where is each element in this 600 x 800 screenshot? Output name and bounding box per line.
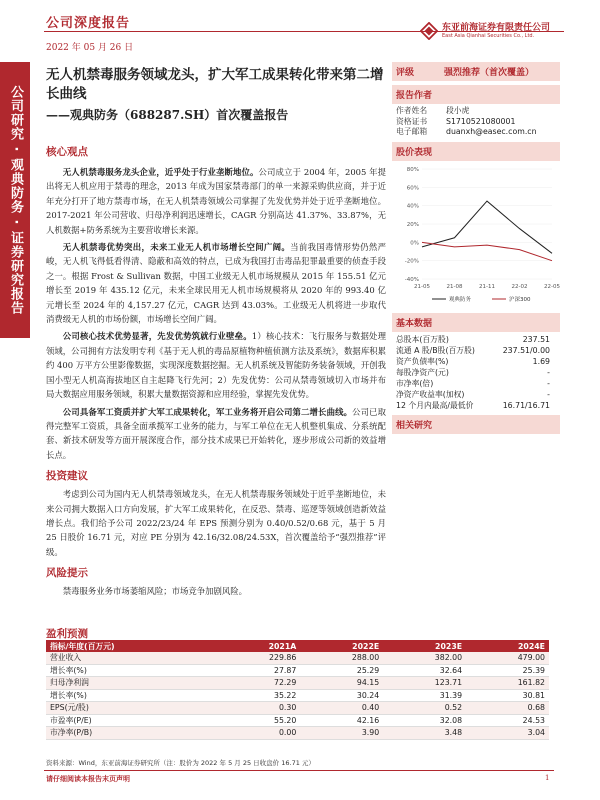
analyst-key: 电子邮箱 [396,127,428,137]
forecast-cell: 0.68 [466,702,549,715]
forecast-cell: 24.53 [466,714,549,727]
forecast-row [46,727,549,740]
basic-data-list [392,332,560,413]
info-panel [392,62,560,434]
footer-divider [44,770,554,771]
core-para-1-lead: 无人机禁毒服务龙头企业，近乎处于行业垄断地位。 [62,167,259,177]
basic-key: 市净率(倍) [396,378,434,388]
basic-val: - [547,389,550,399]
y-tick-label: 40% [406,203,419,210]
forecast-cell: 32.08 [383,714,466,727]
forecast-cell: 25.39 [466,664,549,677]
forecast-cell: 94.15 [300,677,383,690]
forecast-row [46,652,549,664]
report-date: 2022 年 05 月 26 日 [46,43,134,53]
forecast-cell: 35.22 [216,689,300,702]
forecast-header-cell: 2024E [466,640,549,652]
analyst-key: 作者姓名 [396,106,428,115]
forecast-cell: 229.86 [216,652,300,664]
forecast-cell: 31.39 [383,689,466,702]
analyst-email[interactable]: duanxh@easec.com.cn [446,127,537,137]
forecast-cell: 27.87 [216,664,300,677]
forecast-cell: 3.04 [466,727,549,740]
price-performance-chart [392,161,560,311]
x-tick-label: 21-08 [446,283,463,290]
invest-heading: 投资建议 [46,470,88,483]
forecast-header-row [46,640,549,652]
basic-key: 每股净资产(元) [396,367,449,377]
data-source-note: 资料来源：Wind，东亚前海证券研究所（注：股价为 2022 年 5 月 25 日收盘价 16.71 元） [46,759,315,767]
forecast-cell: 479.00 [466,652,549,664]
basic-key: 12 个月内最高/最低价 [396,400,474,410]
basic-row [396,400,556,411]
risk-para: 禁毒服务业务市场萎缩风险；市场竞争加剧风险。 [62,586,248,597]
forecast-cell: 30.24 [300,689,383,702]
main-column [46,146,387,599]
forecast-cell: 归母净利润 [46,677,216,690]
forecast-cell: 0.00 [216,727,300,740]
analyst-val: S1710521080001 [446,116,516,126]
basic-val: 16.71/16.71 [502,400,550,410]
forecast-header-cell: 2022E [300,640,383,652]
basic-val: 237.51 [522,334,550,344]
y-tick-label: -40% [404,276,419,283]
forecast-row [46,677,549,690]
forecast-row [46,689,549,702]
core-heading: 核心观点 [46,146,88,158]
logo-en: East Asia Qianhai Securities Co., Ltd. [442,33,535,39]
core-para-2-lead: 无人机禁毒优势突出，未来工业无人机市场增长空间广阔。 [62,242,291,253]
x-tick-label: 22-02 [511,283,528,290]
basic-val: 1.69 [532,356,550,366]
forecast-table [46,640,549,740]
forecast-row [46,664,549,677]
basic-key: 净资产收益率(加权) [396,389,465,399]
basic-val: - [547,378,550,388]
related-research-heading: 相关研究 [392,415,560,434]
forecast-cell: 288.00 [300,652,383,664]
forecast-cell: 382.00 [383,652,466,664]
core-para-4 [46,405,386,463]
forecast-cell: 3.48 [383,727,466,740]
forecast-cell: 营业收入 [46,652,216,664]
rating-value: 强烈推荐（首次覆盖） [444,68,535,78]
forecast-cell: 55.20 [216,714,300,727]
forecast-cell: EPS(元/股) [46,702,216,715]
x-tick-label: 22-05 [544,283,560,290]
report-type: 公司深度报告 [46,16,131,31]
core-para-3 [46,329,386,401]
forecast-cell: 增长率(%) [46,689,216,702]
x-tick-label: 21-11 [479,283,495,290]
analyst-val: 段小虎 [446,106,470,115]
side-banner: 公司研究 · 观典防务 · 证券研究报告 [0,62,30,338]
y-tick-label: 0% [410,240,419,247]
forecast-cell: 25.29 [300,664,383,677]
basic-row [396,389,556,400]
legend-label: 沪深300 [509,296,531,303]
invest-para: 考虑到公司为国内无人机禁毒领域龙头，在无人机禁毒服务领域处于近乎垄断地位，未来公司拥大数据入口方向发展，扩大军工成果转化，在反恐、禁毒、巡逻等领域创造新效益增长点。我们给予公司 2022/23/24 年 EPS 预测分别为 0.40/0.52/0.68 元，基于 5 月 25 日股价 16.71 元，对应 PE 分别为 42.16/32.08/24.53X，首次覆盖给予“强烈推荐”评级。 [46,489,386,557]
basic-data-heading: 基本数据 [392,313,560,332]
forecast-cell: 0.30 [216,702,300,715]
forecast-header-cell: 2023E [383,640,466,652]
analyst-list [392,104,560,140]
forecast-cell: 32.64 [383,664,466,677]
report-subtitle: ——观典防务（688287.SH）首次覆盖报告 [46,108,289,122]
rating-label: 评级 [396,68,415,78]
basic-key: 资产负债率(%) [396,356,449,366]
forecast-cell: 123.71 [383,677,466,690]
basic-row [396,345,556,356]
y-tick-label: 60% [406,185,419,192]
forecast-cell: 72.29 [216,677,300,690]
report-title: 无人机禁毒服务领域龙头，扩大军工成果转化带来第二增长曲线 [46,67,384,102]
logo-cn: 东亚前海证券有限责任公司 [442,23,551,33]
forecast-cell: 市净率(P/B) [46,727,216,740]
series-line [422,242,552,260]
core-para-1 [46,165,386,237]
forecast-heading: 盈利预测 [46,628,88,640]
core-para-3-lead: 公司核心技术优势显著，先发优势筑就行业壁垒。 [62,331,252,342]
basic-row [396,356,556,367]
basic-key: 流通 A 股/B股(百万股) [396,345,475,355]
rating-box [392,62,560,81]
analyst-key: 资格证书 [396,116,428,126]
forecast-cell: 市盈率(P/E) [46,714,216,727]
analyst-row [396,117,556,128]
core-para-4-text: 公司已取得完整军工资质，具备全面承揽军工业务的能力，与军工单位在无人机整机集成、分系统配套、新技术研发等方面开展深度合作，部分技术成果已开始转化，逐步形成公司新的效益增长点。 [46,406,387,460]
y-tick-label: -20% [404,258,419,265]
forecast-cell: 增长率(%) [46,664,216,677]
core-para-1-text: 公司成立于 2004 年，2005 年提出将无人机应用于禁毒的理念，2013 年成为国家禁毒部门的单一来源采购供应商，并于近年充分打开了地方禁毒市场，在无人机禁毒领域公司掌握了先发优势并处于近乎垄断地位。2017-2021 年公司营收、归母净利润迅速增长，CAGR 分别高达 41.37%、33.87%，无人机数据+防务系统为主要营收增长来源。 [46,167,387,235]
core-para-2-text: 当前我国毒情形势仍然严峻，无人机飞得低看得清、隐蔽和高效的特点，已成为我国打击毒品犯罪最重要的侦查手段之一。根据 Frost & Sullivan 数据，中国工业级无人机市场规模从 2015 年 155.51 亿元增长至 2019 年 435.12 亿元，未来全球民用无人机市场规模将从 2020 年的 993.40 亿元增长至 2024 年的 4,157.27 亿元，CAGR 达到 43.03%。工业级无人机将进一步取代消费级无人机的市场份额，市场增长空间广阔。 [46,242,386,325]
x-tick-label: 21-05 [414,283,430,290]
core-para-3-text: 1）核心技术：飞行服务与数据处理领域，公司拥有方法发明专利《基于无人机的毒品原植物种植侦测方法及系统》，数据库积累约 400 万平方公里影像数据，实现深度数据挖掘。无人机系统及智能防务装备领域，开创我国小型无人机高海拔地区自主起降飞行先河；2）先发优势：公司从禁毒领域切入市场并布局大数据应用服务领域，积累大量数据资源和应用经验，掌握先发优势。 [46,331,387,400]
legend-label: 观典防务 [449,296,472,303]
analyst-row [396,127,556,138]
forecast-header-cell: 指标/年度(百万元) [46,640,216,652]
basic-val: - [547,367,550,377]
analyst-row [396,106,556,117]
analyst-heading: 报告作者 [392,85,560,104]
basic-val: 237.51/0.00 [502,345,550,355]
basic-row [396,334,556,345]
disclaimer-note: 请仔细阅读本报告末页声明 [46,774,130,783]
forecast-cell: 42.16 [300,714,383,727]
basic-key: 总股本(百万股) [396,334,449,344]
page-number: 1 [545,774,550,782]
forecast-cell: 0.40 [300,702,383,715]
basic-row [396,378,556,389]
forecast-cell: 30.81 [466,689,549,702]
forecast-row [46,714,549,727]
core-para-2 [46,240,386,326]
company-logo [420,20,568,46]
y-tick-label: 80% [406,166,419,173]
basic-row [396,367,556,378]
forecast-cell: 161.82 [466,677,549,690]
forecast-cell: 0.52 [383,702,466,715]
logo-mark-icon [420,22,438,40]
forecast-header-cell: 2021A [216,640,300,652]
y-tick-label: 20% [406,221,419,228]
risk-heading: 风险提示 [46,567,88,580]
core-para-4-lead: 公司具备军工资质并扩大军工成果转化，军工业务将开启公司第二增长曲线。 [62,406,353,417]
price-perf-heading: 股价表现 [392,142,560,161]
forecast-row [46,702,549,715]
forecast-cell: 3.90 [300,727,383,740]
